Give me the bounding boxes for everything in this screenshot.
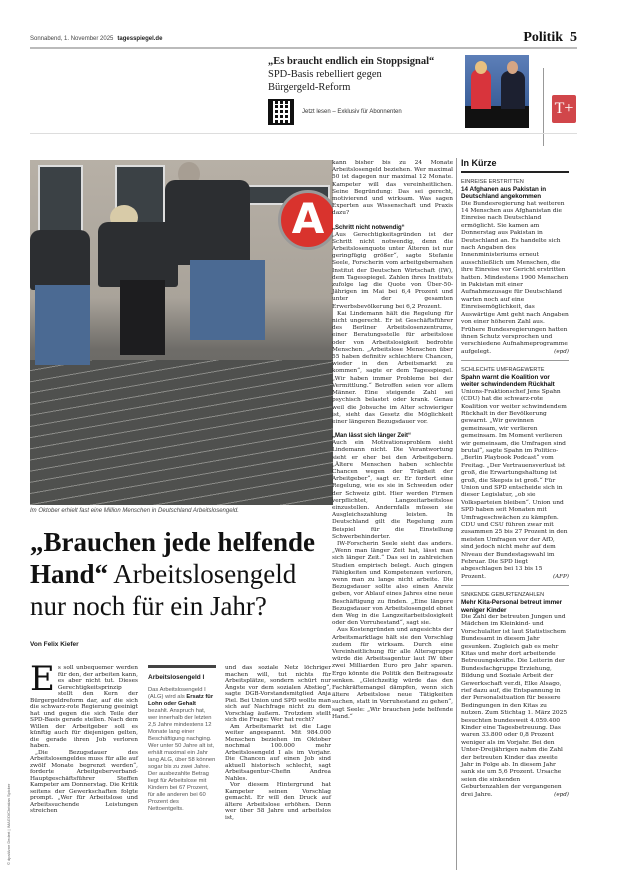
column-rule	[456, 158, 457, 870]
brief-text: Die Bundesregierung hat weiteren 14 Menschen aus Afghanistan die Einreise nach Deutschland ermöglicht. Sie kamen am Donnerstag aus Pakistan in Deutschland an. Es handelte sich nach Angaben des Innenministeriums erneut ausschließlich um Menschen, die ihre Einreise vor Gericht erstritten hatten. Mindestens 1900 Menschen in Pakistan mit einer Aufnahmezusage für Deutschland warten noch auf eine Einreisemöglichkeit, das Auswärtige Amt geht nach Angaben von einer höheren Zahl aus. Frühere Bundesregierungen hatten ihnen Schutz versprochen und verschiedene Aufnahmeprogramme aufgelegt.	[461, 200, 569, 355]
in-kuerze-section	[461, 158, 569, 803]
infobox	[148, 665, 216, 813]
brief-source: (AFP)	[552, 573, 569, 580]
photo-caption: Im Oktober erhielt fast eine Million Menschen in Deutschland Arbeitslosengeld.	[30, 508, 239, 514]
brief-title: Spahn warnt die Koalition vor weiter schwindendem Rückhalt	[461, 374, 555, 389]
paragraph: s soll unbequemer werden für den, der arbeiten kann, es aber nicht tut. Dieses Gerechtigkeitsprinzip stellt den Kern der Bürgergeldreform dar, auf die sich die schwarz-rote Regierung geeinigt hat und gegen die sich Teile der SPD-Basis gerade stellen. Nach dem Willen der Arbeitgeber soll es künftig auch für diejenigen gelten, die gerade ihren Job verloren haben.	[30, 665, 138, 749]
paragraph: „Aus Gerechtigkeitsgründen ist der Schritt nicht notwendig, denn die Arbeitslosenquote unter Älteren ist nur geringfügig größer“, sagte Stefanie Seele, Forscherin vom arbeitgebernahen Institut der Deutschen Wirtschaft (IW), dem Tagesspiegel. Zahlen ihres Instituts zufolge lag die Quote von Über-50-Jährigen im Mai bei 6,4 Prozent und unter der gesamten Erwerbsbevölkerung bei 6,2 Prozent.	[332, 231, 453, 310]
divider	[30, 133, 577, 134]
subheading: „Man lässt sich länger Zeit“	[332, 433, 412, 440]
photo-credit: © dpa/Arne Dedert | IMAGO/Christian Spicker	[6, 783, 11, 865]
infobox-text: Das Arbeitslosengeld I (ALG) wird als	[148, 687, 206, 700]
infobox-title: Arbeitslosengeld I	[148, 674, 205, 681]
brief-title: Mehr Kita-Personal betreut immer weniger Kinder	[461, 599, 563, 614]
section-title: In Kürze	[461, 158, 569, 173]
header-rule	[30, 47, 577, 49]
paragraph: Am Arbeitsmarkt ist die Lage weiter angespannt. Mit 984.000 Menschen beziehen im Oktober nochmal 100.000 mehr Arbeitslosengeld I als im Vorjahr. Die Chancen auf einen Job sind aktuell historisch schlecht, sagt Arbeitsagentur-Chefin Andrea Nahles.	[225, 723, 331, 782]
news-brief	[461, 361, 569, 586]
qr-code-icon[interactable]	[268, 99, 294, 125]
paragraph: Auch ein Motivationsproblem sieht Lindemann nicht. Die Verantwortung sieht er eher bei den Arbeitgebern. „Ältere Menschen haben schlechte Chancen wegen der Trägheit der Arbeitgeber“, sagt er. Er fordert eine Regelung, wie es sie in Schweden oder der Schweiz gibt. Hier werden Firmen verpflichtet, Langzeitarbeitslose einzustellen. Andernfalls müssen sie Ausgleichszahlung leisten. In Deutschland gilt die Regelung zum Beispiel für die Einstellung Schwerbehinderter.	[332, 440, 453, 540]
section-name: Politik	[523, 30, 563, 45]
person-legs	[190, 260, 265, 340]
person-figure	[471, 69, 491, 109]
paragraph: „Die Bezugsdauer des Arbeitslosengeldes muss für alle auf zwölf Monate begrenzt werden“, forderte Arbeitgeberverband-Hauptgeschäftsführer Steffen Kampeter am Donnerstag. Die Kritik seitens der Gewerkschaften folgte prompt. „Wer für Arbeitslose und Arbeitssuchende Leistungen streichen	[30, 749, 138, 814]
person-figure	[30, 230, 90, 290]
paragraph: kann bisher bis zu 24 Monate Arbeitslosengeld beziehen. Wer maximal 50 ist dagegen nur maximal 12 Monate. Kampeter will das vereinheitlichen. Seine Begründung: Das sei gerecht, motivierend und wirksam. Was sagen Experten aus Wissenschaft und Praxis dazu?	[332, 160, 453, 217]
brief-kicker: SCHLECHTE UMFRAGEWERTE	[461, 367, 545, 374]
date-text: Sonnabend, 1. November 2025	[30, 36, 114, 42]
brief-text: Unions-Fraktionschef Jens Spahn (CDU) hat die schwarz-rote Koalition vor weiter schwindendem Rückhalt in der Bevölkerung gewarnt. „Wir gewinnen gemeinsam, wir verlieren gemeinsam. Im Moment verlieren wir gemeinsam, die Umfragen sind brutal“, sagte Spahn im Politico-„Berlin Playbook Podcast“ vom Freitag. „Der Vertrauensverlust ist groß, die Erwartungshaltung ist groß, die Skepsis ist groß.“ Für Union und SPD entscheide sich in dieser Legislatur, „ob sie Volksparteien bleiben“. Union und SPD haben seit Monaten mit Umfrageschwächen zu kämpfen. CDU und CSU führen zwar mit zusammen 25 bis 27 Prozent in den meisten Umfragen vor der AfD, sind jedoch nicht mehr auf dem Niveau der Bundestagswahl im Februar. Die SPD liegt abgeschlagen bei 13 bis 15 Prozent.	[461, 388, 568, 580]
issue-date	[30, 36, 162, 42]
site-link[interactable]: tagesspiegel.de	[117, 36, 163, 42]
article-photo	[30, 160, 333, 505]
paragraph: Aus Kostengründen und angesichts der Arbeitsmarktlage hält sie den Vorschlag zudem für wirksam. Durch eine Vereinheitlichung für alle Altersgruppe würde die Arbeitsagentur laut IW über zwei Milliarden Euro pro Jahr sparen. Ergo könnte die Politik den Beitragssatz senken. „Gleichzeitig würde das den Fachkräftemangel dämpfen, wenn sich ältere Arbeitslose neue Tätigkeiten suchen, statt in Vorruhestand zu gehen“, sagt Seele: „Wir brauchen jede helfende Hand.“	[332, 627, 453, 720]
byline: Von Felix Kiefer	[30, 641, 79, 648]
infobox-highlight: Ersatz für Lohn oder Gehalt	[148, 694, 214, 707]
person-head	[475, 61, 487, 74]
brief-source: (epd)	[554, 791, 569, 798]
promo-subtitle: SPD-Basis rebelliert gegen Bürgergeld-Reform	[268, 69, 382, 93]
brief-text: Die Zahl der betreuten Jungen und Mädchen im Kleinkind- und Vorschulalter ist laut Statistischem Bundesamt in diesem Jahr gesunken. Zugleich gab es mehr Kitas und mehr dort arbeitende Betreuungskräfte. Die Leiterin der Bundesfachgruppe Erziehung, Bildung und Soziale Arbeit der Gewerkschaft ver.di, Elke Alsago, rief dazu auf, die Entspannung in der Personalsituation für bessere Bedingungen in den Kitas zu nutzen. Zum Stichtag 1. März 2025 besuchten bundesweit 4.059.400 Kinder eine Tagesbetreuung. Das waren 33.800 oder 0,8 Prozent weniger als im Vorjahr. Bei den Unter-Dreijährigen nahm die Zahl der betreuten Kinder das zweite Jahr in Folge ab. In diesem Jahr sank sie um 5,6 Prozent. Ursache seien die sinkenden Geburtenzahlen der vergangenen drei Jahre.	[461, 613, 568, 798]
news-brief	[461, 173, 569, 361]
person-legs	[35, 285, 90, 365]
headline-rest: Arbeitslosengeld nur noch für ein Jahr?	[30, 559, 297, 621]
page-number: 5	[570, 30, 577, 45]
promo-teaser[interactable]	[268, 55, 468, 94]
infobox-text: bezahlt. Anspruch hat, wer innerhalb der letzten 2,5 Jahre mindestens 12 Monate lang einer Beschäftigung nachging. Wer unter 50 Jahre alt ist, erhält maximal ein Jahr lang ALG, über 58 können sogar bis zu zwei Jahre. Der ausbezahlte Betrag liegt für Arbeitslose mit Kindern bei 67 Prozent, für alle anderen bei 60 Prozent des Nettoentgelts.	[148, 708, 216, 812]
promo-cta[interactable]: Jetzt lesen – Exklusiv für Abonnenten	[302, 109, 402, 115]
promo-photo	[465, 55, 529, 128]
paragraph: Vor diesem Hintergrund hat Kampeter seinen Vorschlag gemacht. Er will den Druck auf ältere Arbeitslose erhöhen. Denn wer über 58 Jahre und arbeitslos ist,	[225, 782, 331, 821]
article-column-3	[332, 160, 453, 721]
drop-cap: E	[30, 659, 55, 699]
person-figure	[501, 71, 525, 109]
headline-quote: „Brauchen jede helfende Hand“	[30, 527, 315, 589]
subheading: „Schritt nicht notwendig“	[332, 224, 405, 231]
promo-title: „Es braucht endlich ein Stoppsignal“	[268, 56, 435, 67]
promo-divider	[543, 68, 544, 146]
person-head	[507, 61, 518, 74]
brief-kicker: SINKENDE GEBURTENZAHLEN	[461, 592, 545, 599]
paragraph: IW-Forscherin Seele sieht das anders. „Wenn man länger Zeit hat, lässt man sich länger Zeit.“ Das sei in zahlreichen Studien empirisch belegt. Auch gingen Fähigkeiten und Kompetenzen verloren, wenn man zu lange nicht arbeite. Die Bezugsdauer sollte also einen Anreiz geben, vor Ablauf eines Jahres eine neue Beschäftigung zu finden. „Eine längere Bezugsdauer von Arbeitslosengeld ebnet den Weg in die Langzeitarbeitslosigkeit oder den Vorruhestand“, sagt sie.	[332, 540, 453, 627]
section-header	[505, 30, 577, 46]
paragraph: Kai Lindemann hält die Regelung für nicht ungerecht. Er ist Geschäftsführer des Berliner Arbeitslosenzentrums, einer Beratungsstelle für arbeitslose oder von Arbeitslosigkeit bedrohte Menschen. „Arbeitslose Menschen über 55 haben definitiv schlechtere Chancen, wieder in den Arbeitsmarkt zu kommen“, sagte er dem Tagesspiegel. „Wir haben immer Probleme bei der Vermittlung.“ Betroffen seien vor allem Männer. Eine steigende Zahl sei psychisch belastet oder krank. Genau weil die Jobsuche im Alter schwieriger ist, sieht das Gesetz die Möglichkeit einer längeren Bezugsdauer vor.	[332, 310, 453, 425]
article-column-1	[30, 659, 138, 815]
person-figure	[165, 180, 250, 265]
article-column-2	[225, 665, 331, 821]
brief-title: 14 Afghanen aus Pakistan in Deutschland angekommen	[461, 186, 547, 201]
headline	[30, 526, 335, 622]
news-brief	[461, 586, 569, 803]
brief-source: (epd)	[554, 348, 569, 355]
brief-kicker: EINREISE ERSTRITTEN	[461, 179, 524, 185]
person-legs	[120, 280, 165, 355]
tplus-badge[interactable]: T+	[552, 95, 576, 123]
stairs	[30, 360, 333, 505]
building-window	[38, 165, 83, 235]
arbeitsagentur-logo: A	[278, 190, 333, 250]
paragraph: und das soziale Netz löchriger machen will, tut nichts für Arbeitsplätze, sondern schürt nur Ängste vor dem sozialen Abstieg“, sagte DGB-Vorstandsmitglied Anja Piel. Bei Union und SPD wollte man sich auf Nachfrage nicht zu dem Vorschlag äußern. Trotzdem stellt sich die Frage: Wer hat recht?	[225, 665, 331, 723]
